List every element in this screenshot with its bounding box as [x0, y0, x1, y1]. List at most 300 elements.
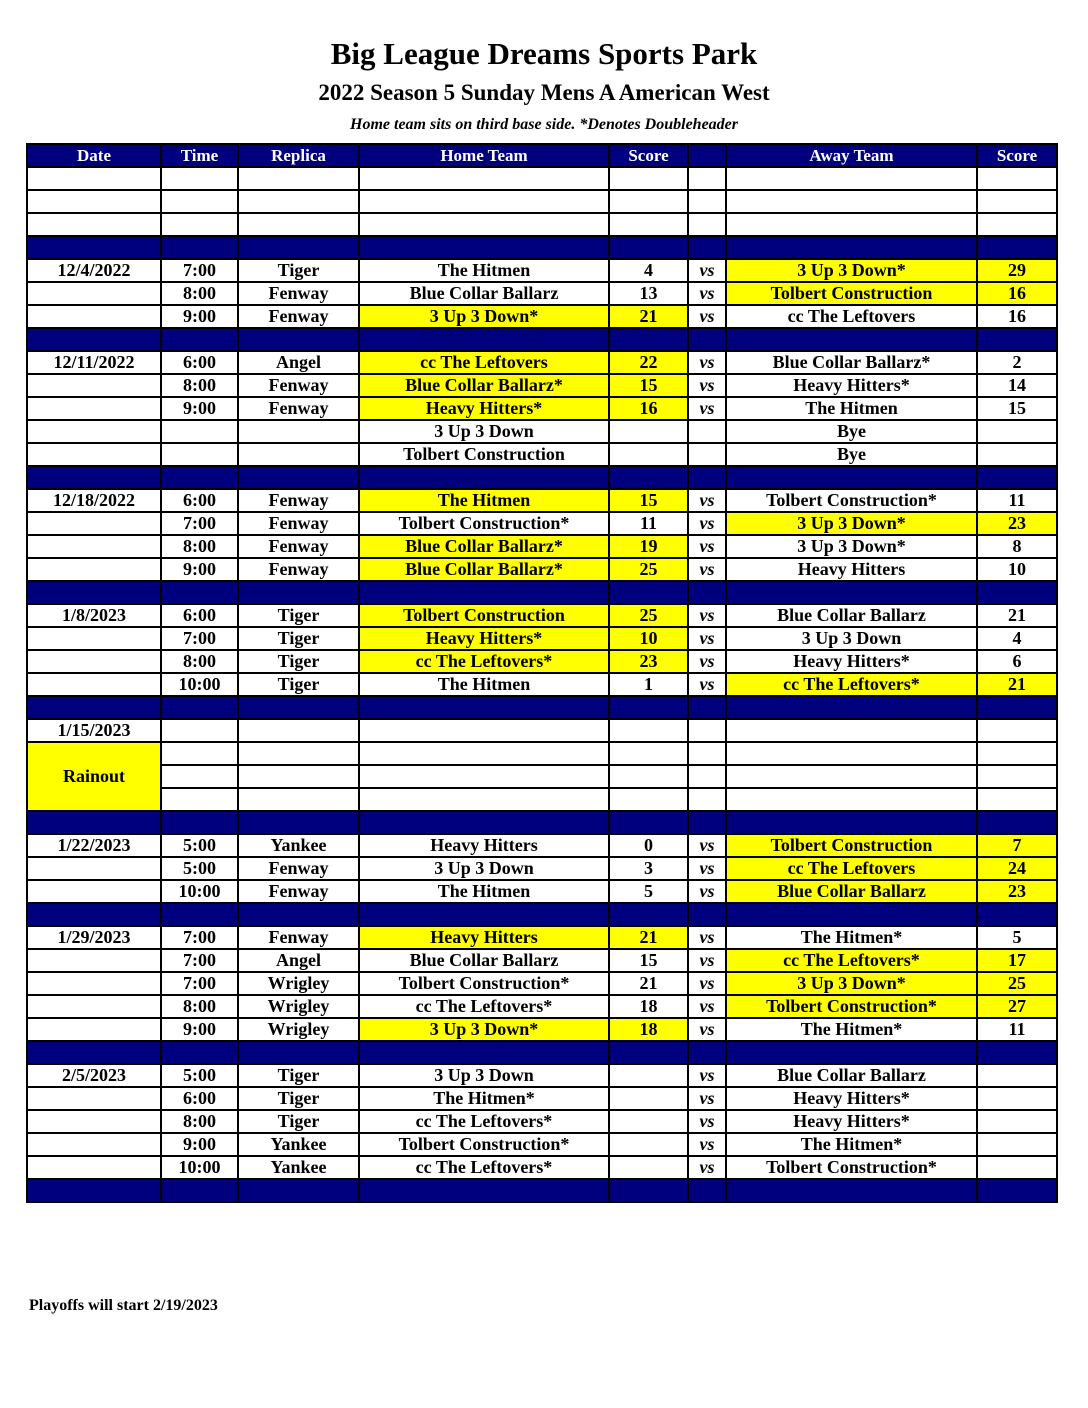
- home-team-cell: Blue Collar Ballarz: [359, 949, 609, 972]
- date-cell: 1/15/2023: [27, 719, 161, 742]
- column-header: [688, 144, 726, 167]
- vs-cell: vs: [688, 374, 726, 397]
- home-score-cell: [609, 167, 688, 190]
- separator-cell: [238, 1179, 359, 1202]
- separator-cell: [238, 328, 359, 351]
- date-cell: 1/8/2023: [27, 604, 161, 627]
- separator-cell: [359, 328, 609, 351]
- away-team-cell: 3 Up 3 Down*: [726, 535, 977, 558]
- time-cell: 9:00: [161, 397, 238, 420]
- away-score-cell: [977, 765, 1057, 788]
- time-cell: 9:00: [161, 305, 238, 328]
- away-team-cell: [726, 719, 977, 742]
- separator-cell: [977, 1179, 1057, 1202]
- away-score-cell: [977, 167, 1057, 190]
- separator-cell: [609, 236, 688, 259]
- separator-cell: [726, 1179, 977, 1202]
- vs-cell: vs: [688, 535, 726, 558]
- date-cell: 2/5/2023: [27, 1064, 161, 1087]
- home-score-cell: 15: [609, 489, 688, 512]
- away-score-cell: [977, 420, 1057, 443]
- home-score-cell: [609, 1156, 688, 1179]
- separator-cell: [238, 811, 359, 834]
- replica-cell: [238, 719, 359, 742]
- time-cell: 7:00: [161, 512, 238, 535]
- home-team-cell: [359, 190, 609, 213]
- away-score-cell: 6: [977, 650, 1057, 673]
- separator-cell: [977, 696, 1057, 719]
- table-row: [27, 305, 1057, 328]
- separator-cell: [161, 236, 238, 259]
- vs-cell: vs: [688, 1156, 726, 1179]
- home-team-cell: Blue Collar Ballarz*: [359, 535, 609, 558]
- replica-cell: Fenway: [238, 489, 359, 512]
- away-score-cell: [977, 788, 1057, 811]
- separator-row: [27, 903, 1057, 926]
- date-cell: [27, 627, 161, 650]
- home-score-cell: 21: [609, 972, 688, 995]
- table-row: [27, 1087, 1057, 1110]
- date-cell: 12/4/2022: [27, 259, 161, 282]
- away-score-cell: 25: [977, 972, 1057, 995]
- separator-cell: [726, 811, 977, 834]
- away-team-cell: [726, 167, 977, 190]
- table-row: [27, 1064, 1057, 1087]
- vs-cell: vs: [688, 880, 726, 903]
- separator-cell: [238, 236, 359, 259]
- vs-cell: [688, 788, 726, 811]
- table-row: [27, 719, 1057, 742]
- table-row: [27, 1133, 1057, 1156]
- replica-cell: Tiger: [238, 604, 359, 627]
- away-team-cell: Tolbert Construction*: [726, 1156, 977, 1179]
- time-cell: 6:00: [161, 604, 238, 627]
- away-team-cell: [726, 190, 977, 213]
- date-cell: [27, 995, 161, 1018]
- home-score-cell: 1: [609, 673, 688, 696]
- date-cell: [27, 1018, 161, 1041]
- date-cell: [27, 673, 161, 696]
- away-team-cell: The Hitmen*: [726, 926, 977, 949]
- time-cell: 6:00: [161, 1087, 238, 1110]
- vs-cell: vs: [688, 397, 726, 420]
- date-cell: [27, 650, 161, 673]
- separator-cell: [977, 1041, 1057, 1064]
- table-row: [27, 650, 1057, 673]
- separator-row: [27, 696, 1057, 719]
- away-score-cell: 10: [977, 558, 1057, 581]
- column-header: Away Team: [726, 144, 977, 167]
- table-row: [27, 213, 1057, 236]
- replica-cell: Wrigley: [238, 1018, 359, 1041]
- separator-cell: [359, 903, 609, 926]
- home-score-cell: 0: [609, 834, 688, 857]
- separator-cell: [27, 466, 161, 489]
- time-cell: 9:00: [161, 558, 238, 581]
- date-cell: [27, 443, 161, 466]
- away-score-cell: 24: [977, 857, 1057, 880]
- home-score-cell: [609, 1110, 688, 1133]
- away-score-cell: 29: [977, 259, 1057, 282]
- vs-cell: [688, 167, 726, 190]
- table-row: [27, 742, 1057, 765]
- home-score-cell: 19: [609, 535, 688, 558]
- vs-cell: vs: [688, 1110, 726, 1133]
- separator-cell: [609, 903, 688, 926]
- vs-cell: vs: [688, 834, 726, 857]
- home-team-cell: Tolbert Construction: [359, 604, 609, 627]
- vs-cell: vs: [688, 949, 726, 972]
- home-team-cell: Heavy Hitters: [359, 926, 609, 949]
- time-cell: 8:00: [161, 374, 238, 397]
- home-team-cell: 3 Up 3 Down: [359, 420, 609, 443]
- home-score-cell: 25: [609, 558, 688, 581]
- separator-row: [27, 1179, 1057, 1202]
- table-row: [27, 512, 1057, 535]
- away-score-cell: 2: [977, 351, 1057, 374]
- date-cell: [27, 282, 161, 305]
- table-row: [27, 489, 1057, 512]
- replica-cell: Fenway: [238, 535, 359, 558]
- home-team-cell: Heavy Hitters: [359, 834, 609, 857]
- separator-row: [27, 811, 1057, 834]
- home-team-cell: cc The Leftovers*: [359, 650, 609, 673]
- home-team-cell: [359, 742, 609, 765]
- date-cell: [27, 1133, 161, 1156]
- away-score-cell: 16: [977, 305, 1057, 328]
- vs-cell: vs: [688, 305, 726, 328]
- replica-cell: [238, 420, 359, 443]
- separator-cell: [977, 903, 1057, 926]
- replica-cell: Fenway: [238, 374, 359, 397]
- home-score-cell: [609, 719, 688, 742]
- home-score-cell: [609, 742, 688, 765]
- home-team-cell: [359, 788, 609, 811]
- table-row: [27, 190, 1057, 213]
- away-score-cell: [977, 443, 1057, 466]
- away-team-cell: [726, 213, 977, 236]
- separator-cell: [688, 903, 726, 926]
- vs-cell: vs: [688, 673, 726, 696]
- vs-cell: vs: [688, 512, 726, 535]
- vs-cell: vs: [688, 1064, 726, 1087]
- replica-cell: [238, 742, 359, 765]
- away-team-cell: Heavy Hitters*: [726, 650, 977, 673]
- home-score-cell: 5: [609, 880, 688, 903]
- vs-cell: vs: [688, 489, 726, 512]
- separator-cell: [688, 466, 726, 489]
- away-score-cell: [977, 719, 1057, 742]
- home-score-cell: 15: [609, 949, 688, 972]
- away-score-cell: 11: [977, 489, 1057, 512]
- away-team-cell: cc The Leftovers*: [726, 673, 977, 696]
- separator-cell: [977, 466, 1057, 489]
- away-score-cell: [977, 742, 1057, 765]
- away-score-cell: 21: [977, 673, 1057, 696]
- separator-row: [27, 1041, 1057, 1064]
- vs-cell: vs: [688, 558, 726, 581]
- away-score-cell: 23: [977, 512, 1057, 535]
- home-team-cell: 3 Up 3 Down: [359, 857, 609, 880]
- date-cell: [27, 190, 161, 213]
- separator-cell: [726, 466, 977, 489]
- time-cell: 10:00: [161, 880, 238, 903]
- separator-row: [27, 466, 1057, 489]
- page-subtitle: 2022 Season 5 Sunday Mens A American West: [318, 80, 770, 105]
- date-cell: [27, 972, 161, 995]
- date-cell: 1/29/2023: [27, 926, 161, 949]
- separator-cell: [359, 1179, 609, 1202]
- separator-cell: [609, 1041, 688, 1064]
- column-header: Score: [609, 144, 688, 167]
- date-cell: [27, 949, 161, 972]
- replica-cell: Yankee: [238, 1133, 359, 1156]
- rainout-cell: Rainout: [27, 742, 161, 811]
- table-row: [27, 1018, 1057, 1041]
- replica-cell: Wrigley: [238, 972, 359, 995]
- time-cell: [161, 443, 238, 466]
- home-team-cell: Tolbert Construction*: [359, 972, 609, 995]
- away-score-cell: [977, 1133, 1057, 1156]
- home-score-cell: 22: [609, 351, 688, 374]
- away-team-cell: The Hitmen: [726, 397, 977, 420]
- time-cell: 8:00: [161, 650, 238, 673]
- replica-cell: Yankee: [238, 1156, 359, 1179]
- table-row: [27, 788, 1057, 811]
- away-team-cell: Tolbert Construction*: [726, 995, 977, 1018]
- table-row: [27, 880, 1057, 903]
- separator-cell: [27, 811, 161, 834]
- replica-cell: Fenway: [238, 857, 359, 880]
- separator-cell: [609, 811, 688, 834]
- away-team-cell: Blue Collar Ballarz: [726, 1064, 977, 1087]
- date-cell: [27, 880, 161, 903]
- separator-cell: [688, 1179, 726, 1202]
- separator-cell: [27, 1041, 161, 1064]
- replica-cell: Angel: [238, 351, 359, 374]
- separator-cell: [609, 1179, 688, 1202]
- separator-row: [27, 328, 1057, 351]
- table-row: [27, 926, 1057, 949]
- schedule-table: [26, 143, 1058, 1203]
- table-row: [27, 627, 1057, 650]
- away-team-cell: 3 Up 3 Down: [726, 627, 977, 650]
- home-score-cell: [609, 788, 688, 811]
- table-row: [27, 765, 1057, 788]
- replica-cell: Fenway: [238, 397, 359, 420]
- replica-cell: Tiger: [238, 627, 359, 650]
- home-team-cell: Tolbert Construction*: [359, 512, 609, 535]
- separator-cell: [609, 328, 688, 351]
- table-row: [27, 397, 1057, 420]
- away-team-cell: Heavy Hitters*: [726, 1110, 977, 1133]
- home-team-cell: The Hitmen*: [359, 1087, 609, 1110]
- vs-cell: vs: [688, 1133, 726, 1156]
- away-team-cell: Blue Collar Ballarz: [726, 604, 977, 627]
- separator-cell: [161, 696, 238, 719]
- schedule-body: [27, 167, 1057, 1202]
- home-score-cell: 25: [609, 604, 688, 627]
- date-cell: [27, 1110, 161, 1133]
- separator-cell: [238, 696, 359, 719]
- date-cell: [27, 167, 161, 190]
- home-team-cell: Tolbert Construction: [359, 443, 609, 466]
- replica-cell: Fenway: [238, 558, 359, 581]
- away-team-cell: Heavy Hitters*: [726, 1087, 977, 1110]
- home-team-cell: [359, 765, 609, 788]
- date-cell: [27, 1087, 161, 1110]
- replica-cell: [238, 167, 359, 190]
- separator-row: [27, 236, 1057, 259]
- away-team-cell: Heavy Hitters*: [726, 374, 977, 397]
- separator-cell: [27, 696, 161, 719]
- away-score-cell: [977, 1110, 1057, 1133]
- away-score-cell: 16: [977, 282, 1057, 305]
- time-cell: 7:00: [161, 972, 238, 995]
- away-team-cell: cc The Leftovers*: [726, 949, 977, 972]
- replica-cell: [238, 788, 359, 811]
- home-score-cell: 18: [609, 995, 688, 1018]
- home-team-cell: [359, 213, 609, 236]
- separator-cell: [359, 466, 609, 489]
- replica-cell: Yankee: [238, 834, 359, 857]
- replica-cell: Wrigley: [238, 995, 359, 1018]
- vs-cell: vs: [688, 995, 726, 1018]
- time-cell: [161, 742, 238, 765]
- time-cell: 7:00: [161, 627, 238, 650]
- date-cell: 12/18/2022: [27, 489, 161, 512]
- time-cell: [161, 167, 238, 190]
- vs-cell: vs: [688, 1087, 726, 1110]
- separator-cell: [688, 236, 726, 259]
- replica-cell: Tiger: [238, 1087, 359, 1110]
- replica-cell: Tiger: [238, 1110, 359, 1133]
- separator-cell: [688, 811, 726, 834]
- table-row: [27, 857, 1057, 880]
- home-score-cell: 3: [609, 857, 688, 880]
- vs-cell: vs: [688, 627, 726, 650]
- home-score-cell: 16: [609, 397, 688, 420]
- separator-cell: [238, 1041, 359, 1064]
- table-row: [27, 1156, 1057, 1179]
- separator-cell: [161, 581, 238, 604]
- date-cell: [27, 420, 161, 443]
- time-cell: 7:00: [161, 259, 238, 282]
- vs-cell: [688, 213, 726, 236]
- separator-cell: [161, 1179, 238, 1202]
- separator-cell: [359, 581, 609, 604]
- home-score-cell: [609, 1133, 688, 1156]
- home-score-cell: [609, 443, 688, 466]
- replica-cell: Angel: [238, 949, 359, 972]
- replica-cell: Tiger: [238, 673, 359, 696]
- time-cell: [161, 190, 238, 213]
- date-cell: [27, 397, 161, 420]
- time-cell: [161, 719, 238, 742]
- separator-cell: [977, 581, 1057, 604]
- home-team-cell: cc The Leftovers: [359, 351, 609, 374]
- home-score-cell: 18: [609, 1018, 688, 1041]
- away-score-cell: 4: [977, 627, 1057, 650]
- away-score-cell: 15: [977, 397, 1057, 420]
- home-team-cell: Blue Collar Ballarz*: [359, 558, 609, 581]
- away-team-cell: cc The Leftovers: [726, 857, 977, 880]
- separator-cell: [27, 1179, 161, 1202]
- column-header: Date: [27, 144, 161, 167]
- separator-cell: [726, 696, 977, 719]
- time-cell: [161, 420, 238, 443]
- page-title: Big League Dreams Sports Park: [330, 36, 758, 71]
- date-cell: [27, 374, 161, 397]
- home-team-cell: Tolbert Construction*: [359, 1133, 609, 1156]
- home-score-cell: [609, 213, 688, 236]
- separator-cell: [161, 328, 238, 351]
- vs-cell: [688, 742, 726, 765]
- home-score-cell: 21: [609, 305, 688, 328]
- away-score-cell: 17: [977, 949, 1057, 972]
- date-cell: 12/11/2022: [27, 351, 161, 374]
- home-score-cell: 21: [609, 926, 688, 949]
- vs-cell: vs: [688, 650, 726, 673]
- time-cell: 10:00: [161, 673, 238, 696]
- separator-cell: [688, 581, 726, 604]
- home-team-cell: Heavy Hitters*: [359, 397, 609, 420]
- away-team-cell: The Hitmen*: [726, 1018, 977, 1041]
- separator-cell: [688, 696, 726, 719]
- table-row: [27, 420, 1057, 443]
- replica-cell: Fenway: [238, 282, 359, 305]
- table-row: [27, 1110, 1057, 1133]
- home-score-cell: [609, 1087, 688, 1110]
- home-team-cell: [359, 167, 609, 190]
- separator-cell: [977, 328, 1057, 351]
- table-row: [27, 995, 1057, 1018]
- separator-cell: [609, 466, 688, 489]
- vs-cell: [688, 443, 726, 466]
- away-team-cell: Bye: [726, 420, 977, 443]
- replica-cell: Fenway: [238, 880, 359, 903]
- away-team-cell: Blue Collar Ballarz*: [726, 351, 977, 374]
- replica-cell: [238, 190, 359, 213]
- time-cell: [161, 765, 238, 788]
- vs-cell: vs: [688, 282, 726, 305]
- away-team-cell: Heavy Hitters: [726, 558, 977, 581]
- separator-cell: [359, 811, 609, 834]
- separator-cell: [688, 1041, 726, 1064]
- home-team-cell: The Hitmen: [359, 673, 609, 696]
- replica-cell: Tiger: [238, 650, 359, 673]
- separator-cell: [27, 236, 161, 259]
- replica-cell: [238, 765, 359, 788]
- table-row: [27, 167, 1057, 190]
- table-row: [27, 374, 1057, 397]
- column-header: Home Team: [359, 144, 609, 167]
- replica-cell: Fenway: [238, 305, 359, 328]
- home-score-cell: [609, 420, 688, 443]
- separator-row: [27, 581, 1057, 604]
- vs-cell: [688, 719, 726, 742]
- away-score-cell: [977, 1087, 1057, 1110]
- away-team-cell: [726, 742, 977, 765]
- time-cell: 8:00: [161, 282, 238, 305]
- date-cell: [27, 512, 161, 535]
- away-score-cell: 8: [977, 535, 1057, 558]
- vs-cell: vs: [688, 351, 726, 374]
- away-team-cell: Tolbert Construction*: [726, 489, 977, 512]
- date-cell: [27, 305, 161, 328]
- away-team-cell: Blue Collar Ballarz: [726, 880, 977, 903]
- separator-cell: [609, 696, 688, 719]
